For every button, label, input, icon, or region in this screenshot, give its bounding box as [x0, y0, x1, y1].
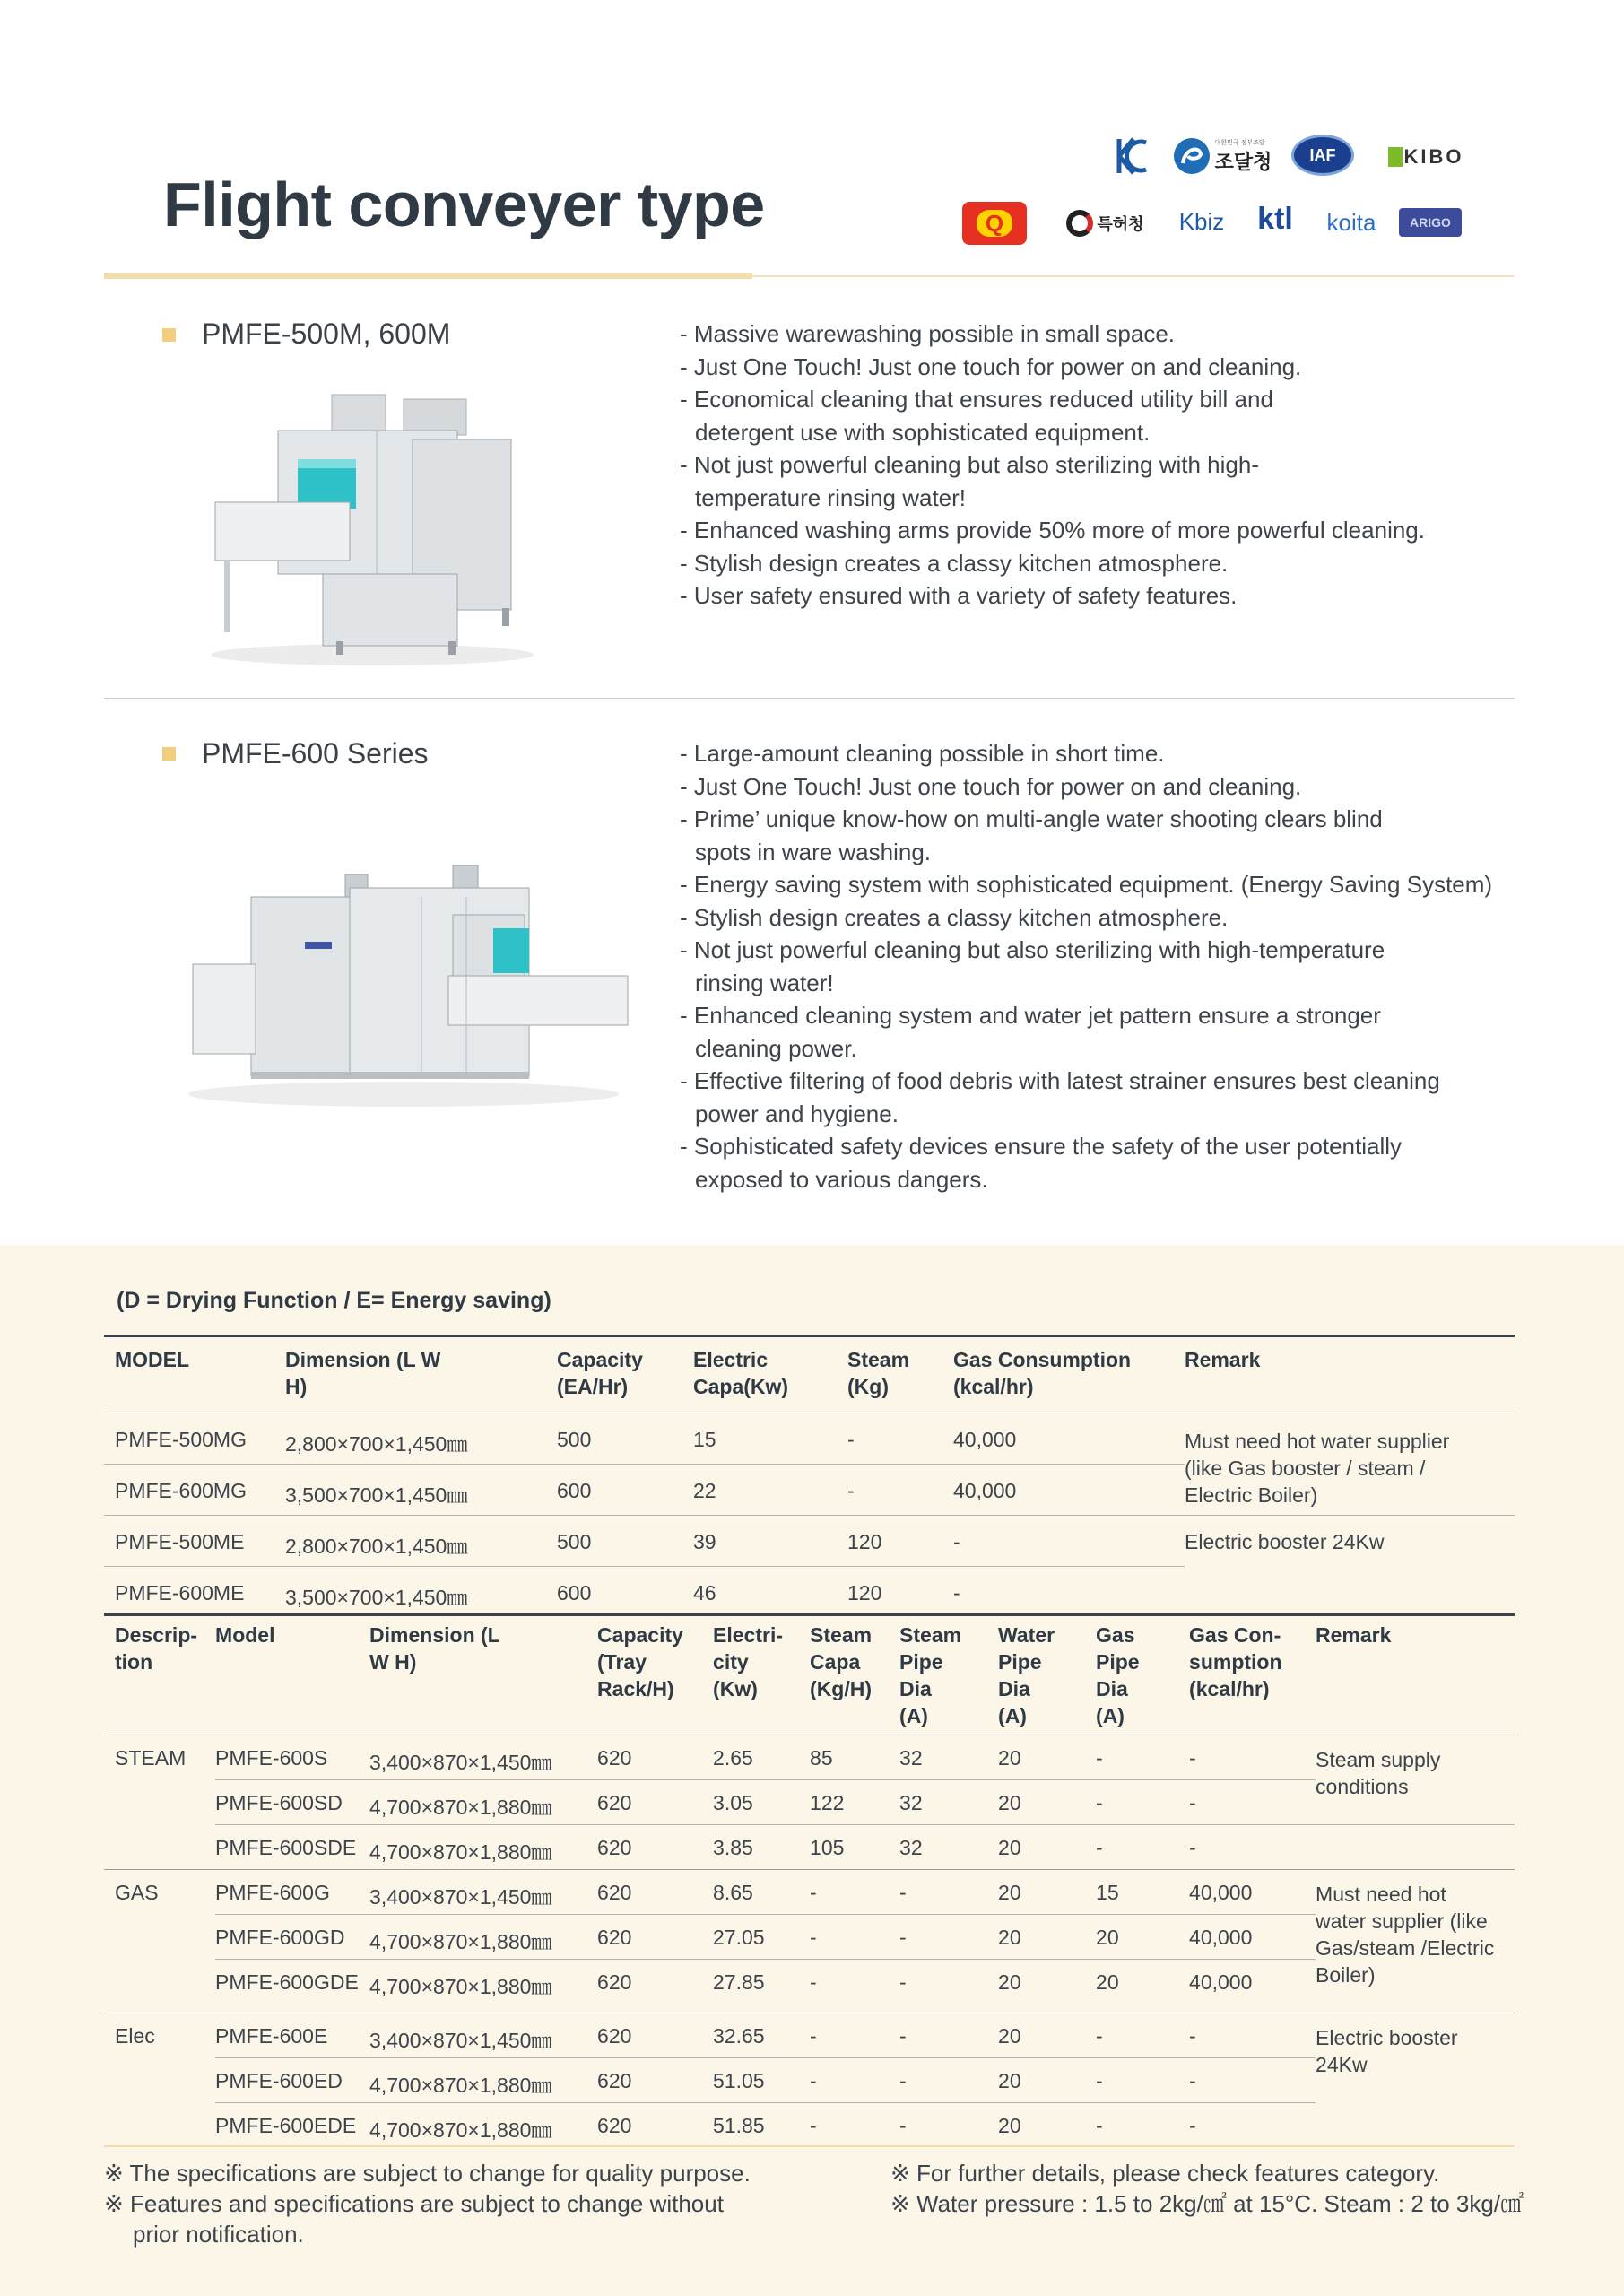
- feature-item: - Stylish design creates a classy kitchen atmosphere.: [680, 549, 1229, 577]
- steam-capa-cell: -: [810, 2114, 817, 2137]
- dimension-cell: 4,700×870×1,880㎜: [369, 2118, 552, 2142]
- electricity-cell: 51.85: [713, 2114, 765, 2137]
- header-cell: Capacity (Tray Rack/H): [597, 1615, 713, 1735]
- steam-capa-cell: 122: [810, 1780, 899, 1825]
- legend-note: (D = Drying Function / E= Energy saving): [117, 1288, 551, 1313]
- remark-cell: Electric booster 24Kw: [1316, 2026, 1458, 2076]
- steam-capa-cell: 85: [810, 1735, 899, 1780]
- header-cell: Water Pipe Dia (A): [998, 1615, 1096, 1735]
- electricity-cell: 3.05: [713, 1780, 810, 1825]
- ktl-logo: ktl: [1257, 202, 1293, 236]
- steam-capa-cell: -: [810, 1915, 899, 1960]
- feature-item: - Large-amount cleaning possible in short time.: [680, 740, 1165, 767]
- electric-cell: 15: [693, 1413, 847, 1465]
- feature-item: - User safety ensured with a variety of safety features.: [680, 582, 1238, 609]
- capacity-cell: 620: [597, 1825, 713, 1870]
- feature-item: - Enhanced cleaning system and water jet pattern ensure a stronger cleaning power.: [680, 1002, 1381, 1062]
- electric-cell: 39: [693, 1516, 847, 1567]
- iaf-logo: IAF: [1291, 135, 1354, 176]
- gas-cell: 40,000: [953, 1413, 1185, 1465]
- capacity-cell: 620: [597, 1780, 713, 1825]
- table-header-row: [104, 1615, 1515, 1735]
- water-pipe-cell: 20: [998, 1870, 1096, 1915]
- header-cell: Gas Consumption (kcal/hr): [953, 1336, 1185, 1413]
- group-label-cell: GAS: [104, 1870, 215, 2013]
- electric-cell: 22: [693, 1465, 847, 1516]
- steam-pipe-cell: 32: [899, 1825, 998, 1870]
- model-cell: PMFE-600SD: [215, 1780, 369, 1825]
- gas-consumption-cell: -: [1189, 1735, 1316, 1780]
- water-pipe-cell: 20: [998, 1915, 1096, 1960]
- water-pipe-cell: 20: [998, 1825, 1096, 1870]
- model-cell: PMFE-500MG: [104, 1413, 285, 1465]
- header-cell: Steam Capa (Kg/H): [810, 1615, 899, 1735]
- electricity-cell: 27.05: [713, 1915, 810, 1960]
- steam-cell: 120: [847, 1581, 882, 1605]
- header-cell: Model: [215, 1615, 369, 1735]
- water-pipe-cell: 20: [998, 1780, 1096, 1825]
- steam-cell: -: [847, 1465, 953, 1516]
- footnote-line: ※ The specifications are subject to change for quality purpose.: [104, 2160, 751, 2187]
- model-cell: PMFE-600GDE: [215, 1960, 369, 2013]
- capacity-cell: 500: [557, 1516, 693, 1567]
- steam-pipe-cell: -: [899, 2058, 998, 2103]
- header-cell: Gas Con-sumption (kcal/hr): [1189, 1615, 1316, 1735]
- gas-pipe-cell: -: [1096, 2013, 1189, 2058]
- electricity-cell: 27.85: [713, 1960, 810, 2013]
- bullet-square: [162, 747, 176, 761]
- capacity-cell: 620: [597, 2013, 713, 2058]
- footnote-right: [890, 2158, 1524, 2219]
- model-cell: PMFE-600GD: [215, 1915, 369, 1960]
- header-cell: Capacity (EA/Hr): [557, 1336, 693, 1413]
- electricity-cell: 3.85: [713, 1825, 810, 1870]
- gas-cell: 40,000: [953, 1465, 1185, 1516]
- header-cell: Remark: [1316, 1615, 1515, 1735]
- steam-cell: 120: [847, 1516, 953, 1567]
- dimension-cell: 3,500×700×1,450㎜: [285, 1465, 557, 1516]
- steam-pipe-cell: -: [899, 2114, 907, 2137]
- header-cell: MODEL: [104, 1336, 285, 1413]
- gas-pipe-cell: -: [1096, 1735, 1189, 1780]
- remark-cell: Must need hot water supplier (like Gas/steam /Electric Boiler): [1316, 1870, 1515, 2013]
- electricity-cell: 8.65: [713, 1870, 810, 1915]
- group-label-cell: STEAM: [104, 1735, 215, 1870]
- feature-list-pmfe-600: [680, 737, 1505, 1196]
- gas-consumption-cell: -: [1189, 1825, 1316, 1870]
- feature-item: - Sophisticated safety devices ensure the safety of the user potentially exposed to various dangers.: [680, 1133, 1403, 1193]
- capacity-cell: 620: [597, 1960, 713, 2013]
- footer-divider: [104, 2145, 1515, 2147]
- dimension-cell: 4,700×870×1,880㎜: [369, 2058, 597, 2103]
- table-row: [104, 1960, 1515, 2013]
- kc-mark-icon: [1112, 135, 1151, 178]
- water-pipe-cell: 20: [998, 2058, 1096, 2103]
- model-cell: PMFE-600EDE: [215, 2114, 357, 2137]
- gas-consumption-cell: 40,000: [1189, 1870, 1316, 1915]
- electric-cell: 46: [693, 1581, 716, 1605]
- kbiz-logo: Kbiz: [1178, 208, 1225, 235]
- capacity-cell: 500: [557, 1413, 693, 1465]
- group-label-cell: Elec: [115, 2024, 155, 2048]
- capacity-cell: 620: [597, 2114, 632, 2137]
- feature-item: - Not just powerful cleaning but also sterilizing with high-temperature rinsing water!: [680, 451, 1259, 511]
- electricity-cell: 2.65: [713, 1735, 810, 1780]
- feature-item: - Just One Touch! Just one touch for power on and cleaning.: [680, 352, 1302, 380]
- gas-pipe-cell: -: [1096, 1825, 1189, 1870]
- product-image-pmfe-600: [179, 843, 637, 1112]
- gas-consumption-cell: 40,000: [1189, 1915, 1316, 1960]
- model-cell: PMFE-500ME: [104, 1516, 285, 1567]
- table-row: [104, 1413, 1515, 1465]
- steam-capa-cell: -: [810, 1870, 899, 1915]
- dimension-cell: 2,800×700×1,450㎜: [285, 1516, 557, 1567]
- water-pipe-cell: 20: [998, 2114, 1021, 2137]
- table-row: [104, 1915, 1515, 1960]
- steam-capa-cell: -: [810, 2013, 899, 2058]
- feature-item: - Massive warewashing possible in small space.: [680, 320, 1176, 347]
- table-row: [104, 1825, 1515, 1870]
- gas-consumption-cell: -: [1189, 2114, 1196, 2137]
- header-cell: Dimension (L W H): [285, 1336, 557, 1413]
- title-rule: [752, 275, 1515, 277]
- steam-capa-cell: 105: [810, 1825, 899, 1870]
- table-row: [104, 2058, 1515, 2103]
- gas-pipe-cell: -: [1096, 2058, 1189, 2103]
- table-row: [104, 2013, 1515, 2058]
- capacity-cell: 600: [557, 1465, 693, 1516]
- remark-cell-empty: [1316, 1825, 1515, 1870]
- model-cell: PMFE-600ME: [115, 1581, 245, 1605]
- model-cell: PMFE-600ED: [215, 2058, 369, 2103]
- procurement-logo: 대한민국 정부조달 조달청: [1170, 135, 1273, 178]
- title-underline: [104, 273, 752, 279]
- koita-logo: koita: [1326, 208, 1376, 236]
- table-row: [104, 1870, 1515, 1915]
- product-model-title: PMFE-600 Series: [202, 737, 429, 770]
- gas-consumption-cell: -: [1189, 2013, 1316, 2058]
- model-cell: PMFE-600MG: [104, 1465, 285, 1516]
- steam-capa-cell: -: [810, 2058, 899, 2103]
- q-mark-logo: Q: [962, 202, 1027, 245]
- model-cell: PMFE-600SDE: [215, 1825, 369, 1870]
- patent-office-logo: 특허청: [1054, 206, 1157, 240]
- footnote-line: ※ For further details, please check features category.: [890, 2160, 1440, 2187]
- gas-pipe-cell: -: [1096, 2114, 1103, 2137]
- section-divider: [104, 698, 1515, 699]
- gas-pipe-cell: 20: [1096, 1960, 1189, 2013]
- spec-table-500-600m: [104, 1335, 1515, 1618]
- water-pipe-cell: 20: [998, 1960, 1096, 2013]
- capacity-cell: 620: [597, 1870, 713, 1915]
- dimension-cell: 3,400×870×1,450㎜: [369, 1870, 597, 1915]
- feature-item: - Just One Touch! Just one touch for power on and cleaning.: [680, 772, 1302, 800]
- header-cell: Electric Capa(Kw): [693, 1336, 847, 1413]
- header-cell: Remark: [1185, 1336, 1515, 1413]
- steam-pipe-cell: -: [899, 1960, 998, 2013]
- product-image-pmfe-500m: [197, 377, 547, 673]
- capacity-cell: 620: [597, 1735, 713, 1780]
- header-cell: Steam (Kg): [847, 1336, 953, 1413]
- feature-item: - Enhanced washing arms provide 50% more of more powerful cleaning.: [680, 517, 1425, 544]
- header-cell: Electri-city (Kw): [713, 1615, 810, 1735]
- model-cell: PMFE-600S: [215, 1735, 369, 1780]
- gas-consumption-cell: 40,000: [1189, 1960, 1316, 2013]
- kibo-logo: KIBO: [1385, 144, 1466, 170]
- feature-item: - Effective filtering of food debris with latest strainer ensures best cleaning power and hygiene.: [680, 1067, 1440, 1127]
- water-pipe-cell: 20: [998, 2013, 1096, 2058]
- steam-pipe-cell: -: [899, 1870, 998, 1915]
- table-row: [104, 1735, 1515, 1780]
- remark-cell: Electric booster 24Kw: [1185, 1530, 1385, 1553]
- header-cell: Dimension (L W H): [369, 1615, 597, 1735]
- arigo-logo: ARIGO: [1399, 208, 1462, 237]
- dimension-cell: 3,400×870×1,450㎜: [369, 2013, 597, 2058]
- gas-pipe-cell: 15: [1096, 1870, 1189, 1915]
- remark-cell: Must need hot water supplier (like Gas booster / steam / Electric Boiler): [1185, 1413, 1515, 1516]
- dimension-cell: 4,700×870×1,880㎜: [369, 1915, 597, 1960]
- remark-cell: Steam supply conditions: [1316, 1735, 1515, 1825]
- feature-item: - Energy saving system with sophisticated equipment. (Energy Saving System): [680, 871, 1493, 898]
- model-cell: PMFE-600G: [215, 1870, 369, 1915]
- gas-consumption-cell: -: [1189, 1780, 1316, 1825]
- header-cell: Gas Pipe Dia (A): [1096, 1615, 1189, 1735]
- gas-cell: -: [953, 1581, 960, 1605]
- product-model-title: PMFE-500M, 600M: [202, 317, 451, 350]
- feature-item: - Prime’ unique know-how on multi-angle water shooting clears blind spots in ware washing.: [680, 805, 1383, 865]
- steam-pipe-cell: -: [899, 1915, 998, 1960]
- feature-item: - Economical cleaning that ensures reduced utility bill and detergent use with sophisticated equipment.: [680, 386, 1273, 446]
- table-row: [104, 1516, 1515, 1567]
- model-cell: PMFE-600E: [215, 2013, 369, 2058]
- gas-cell: -: [953, 1516, 1185, 1567]
- table-header-row: [104, 1336, 1515, 1413]
- header-cell: Steam Pipe Dia (A): [899, 1615, 998, 1735]
- gas-pipe-cell: 20: [1096, 1915, 1189, 1960]
- page-title: Flight conveyer type: [163, 170, 765, 239]
- footnote-line: ※ Water pressure : 1.5 to 2kg/㎠ at 15°C. Steam : 2 to 3kg/㎠: [890, 2190, 1524, 2217]
- spec-table-600-series: [104, 1613, 1515, 2148]
- bullet-square: [162, 328, 176, 342]
- electricity-cell: 32.65: [713, 2013, 810, 2058]
- steam-pipe-cell: 32: [899, 1780, 998, 1825]
- capacity-cell: 620: [597, 1915, 713, 1960]
- electricity-cell: 51.05: [713, 2058, 810, 2103]
- water-pipe-cell: 20: [998, 1735, 1096, 1780]
- feature-item: - Stylish design creates a classy kitchen atmosphere.: [680, 903, 1229, 931]
- dimension-cell: 4,700×870×1,880㎜: [369, 1780, 597, 1825]
- steam-pipe-cell: -: [899, 2013, 998, 2058]
- steam-cell: -: [847, 1413, 953, 1465]
- dimension-cell: 3,500×700×1,450㎜: [285, 1586, 468, 1609]
- dimension-cell: 4,700×870×1,880㎜: [369, 1960, 597, 2013]
- gas-pipe-cell: -: [1096, 1780, 1189, 1825]
- capacity-cell: 600: [557, 1581, 592, 1605]
- dimension-cell: 3,400×870×1,450㎜: [369, 1735, 597, 1780]
- steam-pipe-cell: 32: [899, 1735, 998, 1780]
- footnote-line: prior notification.: [133, 2221, 304, 2248]
- capacity-cell: 620: [597, 2058, 713, 2103]
- footnote-left: [104, 2158, 751, 2249]
- feature-list-pmfe-500m: [680, 317, 1487, 613]
- feature-item: - Not just powerful cleaning but also sterilizing with high-temperature rinsing water!: [680, 936, 1385, 996]
- dimension-cell: 4,700×870×1,880㎜: [369, 1825, 597, 1870]
- gas-consumption-cell: -: [1189, 2058, 1316, 2103]
- header-cell: Descrip-tion: [104, 1615, 215, 1735]
- table-row: [104, 2103, 1515, 2148]
- dimension-cell: 2,800×700×1,450㎜: [285, 1413, 557, 1465]
- steam-capa-cell: -: [810, 1960, 899, 2013]
- footnote-line: ※ Features and specifications are subject to change without: [104, 2190, 724, 2217]
- table-row: [104, 1780, 1515, 1825]
